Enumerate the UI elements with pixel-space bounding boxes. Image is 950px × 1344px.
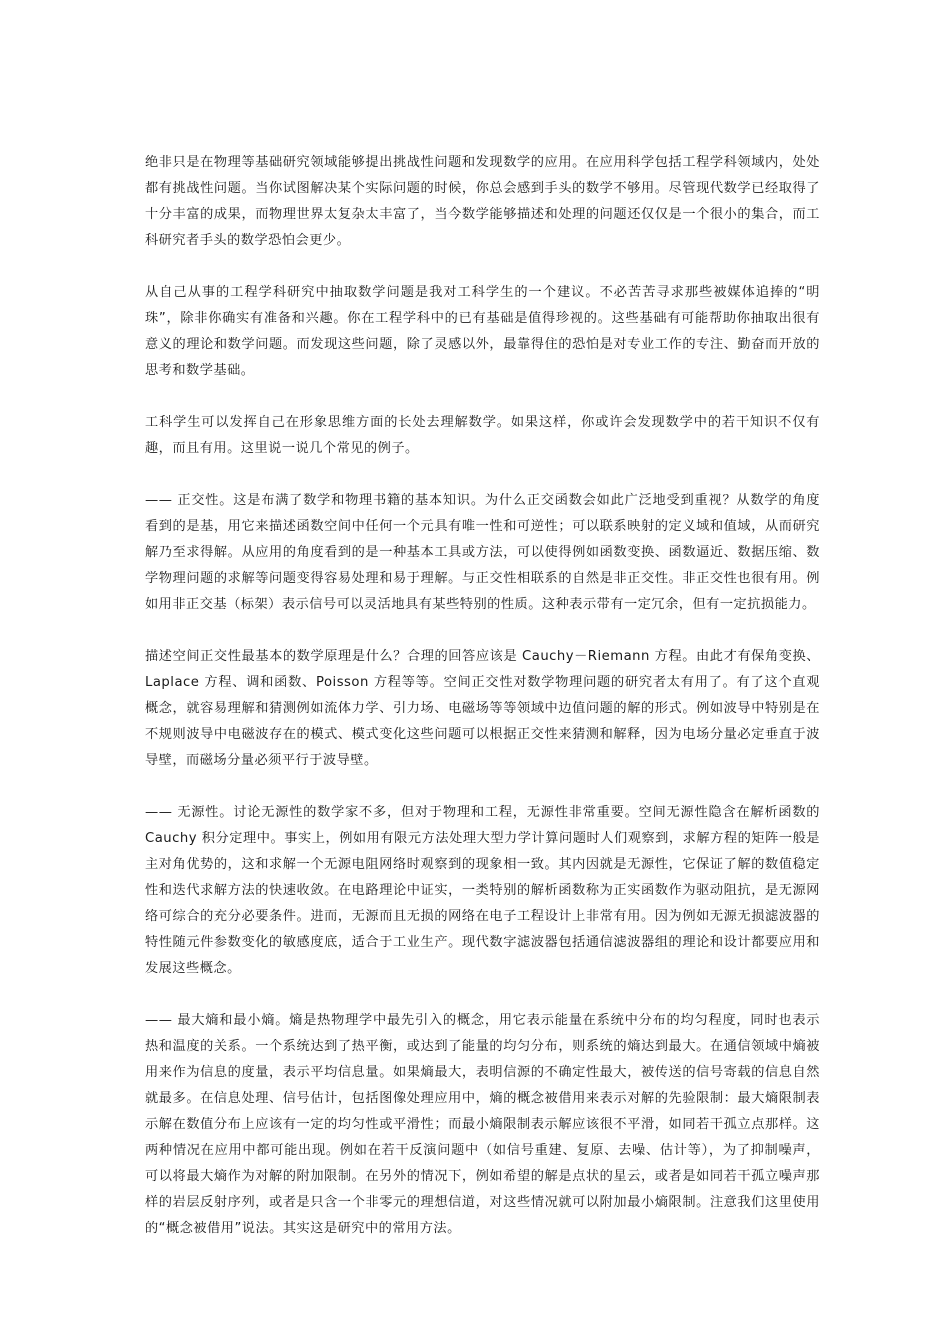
paragraph-cauchy-riemann: 描述空间正交性最基本的数学原理是什么？合理的回答应该是 Cauchy－Riemann 方程。由此才有保角变换、Laplace 方程、调和函数、Poisson 方程等等。空间正交性对数学物理问题的研究者太有用了。有了这个直观概念，就容易理解和猜测例如流体力学、引力场、电磁场等等领域中边值问题的解的形式。例如波导中特别是在不规则波导中电磁波存在的模式、模式变化这些问题可以根据正交性来猜测和解释，因为电场分量必定垂直于波导壁，而磁场分量必须平行于波导壁。	[145, 649, 820, 768]
paragraph-math-applications: 绝非只是在物理等基础研究领域能够提出挑战性问题和发现数学的应用。在应用科学包括工程学科领域内，处处都有挑战性问题。当你试图解决某个实际问题的时候，你总会感到手头的数学不够用。尽管现代数学已经取得了十分丰富的成果，而物理世界太复杂太丰富了，当今数学能够描述和处理的问题还仅仅是一个很小的集合，而工科研究者手头的数学恐怕会更少。	[145, 155, 820, 248]
document-body	[145, 150, 820, 1268]
paragraph-entropy: —— 最大熵和最小熵。熵是热物理学中最先引入的概念，用它表示能量在系统中分布的均匀程度，同时也表示热和温度的关系。一个系统达到了热平衡，或达到了能量的均匀分布，则系统的熵达到最大。在通信领域中熵被用来作为信息的度量，表示平均信息量。如果熵最大，表明信源的不确定性最大，被传送的信号寄载的信息自然就最多。在信息处理、信号估计，包括图像处理应用中，熵的概念被借用来表示对解的先验限制：最大熵限制表示解在数值分布上应该有一定的均匀性或平滑性；而最小熵限制表示解应该很不平滑，如同若干孤立点那样。这两种情况在应用中都可能出现。例如在若干反演问题中（如信号重建、复原、去噪、估计等），为了抑制噪声，可以将最大熵作为对解的附加限制。在另外的情况下，例如希望的解是点状的星云，或者是如同若干孤立噪声那样的岩层反射序列，或者是只含一个非零元的理想信道，对这些情况就可以附加最小熵限制。注意我们这里使用的“概念被借用”说法。其实这是研究中的常用方法。	[145, 1013, 820, 1236]
paragraph-passivity: —— 无源性。讨论无源性的数学家不多，但对于物理和工程，无源性非常重要。空间无源性隐含在解析函数的 Cauchy 积分定理中。事实上，例如用有限元方法处理大型力学计算问题时人们观察到，求解方程的矩阵一般是主对角优势的，这和求解一个无源电阻网络时观察到的现象相一致。其内因就是无源性，它保证了解的数值稳定性和迭代求解方法的快速收敛。在电路理论中证实，一类特别的解析函数称为正实函数作为驱动阻抗，是无源网络可综合的充分必要条件。进而，无源而且无损的网络在电子工程设计上非常有用。因为例如无源无损滤波器的特性随元件参数变化的敏感度底，适合于工业生产。现代数字滤波器包括通信滤波器组的理论和设计都要应用和发展这些概念。	[145, 805, 820, 976]
paragraph-understanding-math: 工科学生可以发挥自己在形象思维方面的长处去理解数学。如果这样，你或许会发现数学中的若干知识不仅有趣，而且有用。这里说一说几个常见的例子。	[145, 415, 820, 456]
paragraph-engineering-research-advice: 从自己从事的工程学科研究中抽取数学问题是我对工科学生的一个建议。不必苦苦寻求那些被媒体追捧的“明珠”，除非你确实有准备和兴趣。你在工程学科中的已有基础是值得珍视的。这些基础有可能帮助你抽取出很有意义的理论和数学问题。而发现这些问题，除了灵感以外，最靠得住的恐怕是对专业工作的专注、勤奋而开放的思考和数学基础。	[145, 285, 820, 378]
paragraph-orthogonality: —— 正交性。这是布满了数学和物理书籍的基本知识。为什么正交函数会如此广泛地受到重视？从数学的角度看到的是基，用它来描述函数空间中任何一个元具有唯一性和可逆性；可以联系映射的定义域和值域，从而研究解乃至求得解。从应用的角度看到的是一种基本工具或方法，可以使得例如函数变换、函数逼近、数据压缩、数学物理问题的求解等问题变得容易处理和易于理解。与正交性相联系的自然是非正交性。非正交性也很有用。例如用非正交基（标架）表示信号可以灵活地具有某些特别的性质。这种表示带有一定冗余，但有一定抗损能力。	[145, 493, 820, 612]
